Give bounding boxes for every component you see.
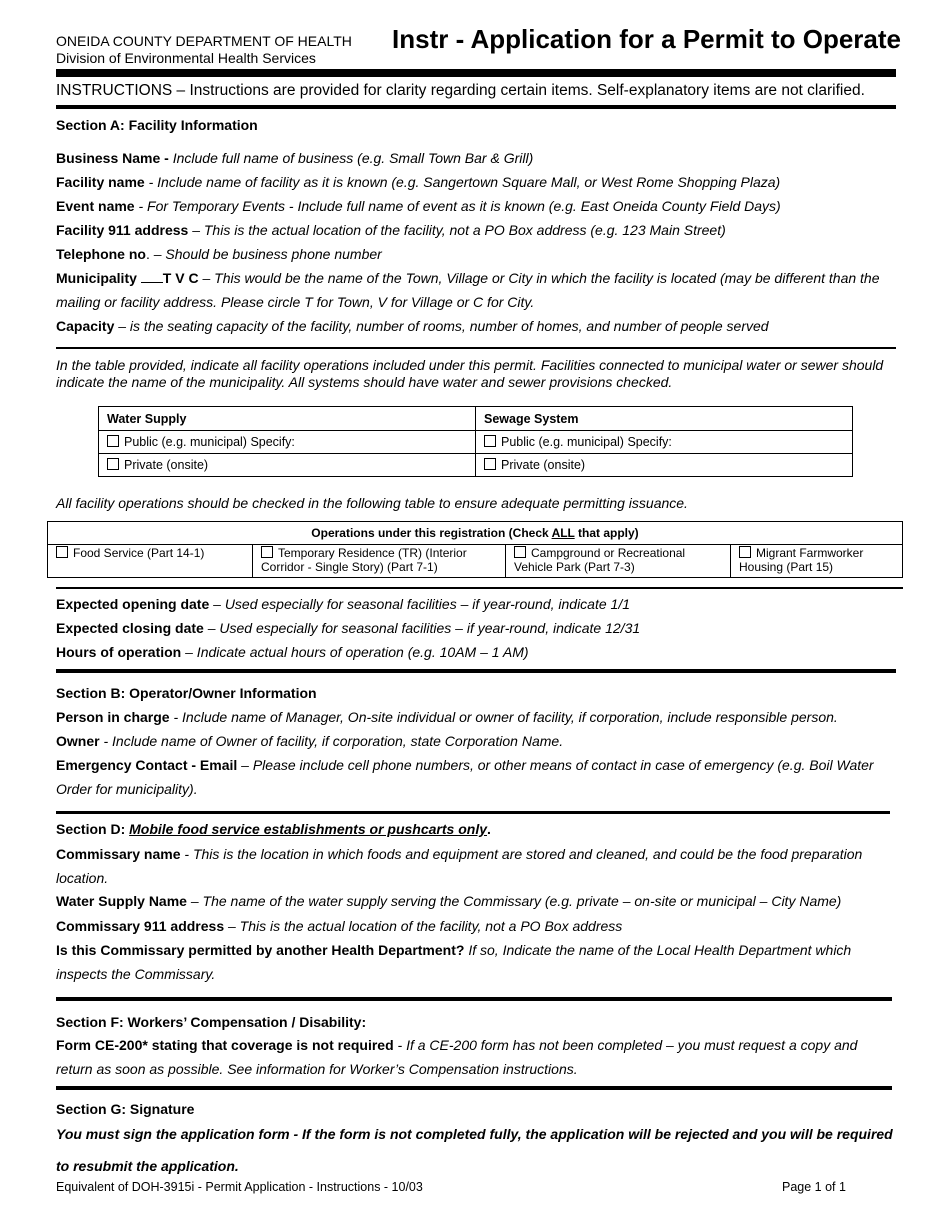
signature-text-2: to resubmit the application. xyxy=(56,1158,239,1174)
municipality-tvc: T V C xyxy=(162,270,199,286)
checkbox[interactable] xyxy=(107,458,119,470)
commissary-911-label: Commissary 911 address xyxy=(56,918,225,934)
event-name-text: - For Temporary Events - Include full name of event as it is known (e.g. East Oneida County Field Days) xyxy=(138,198,781,214)
facility-name-text: - Include name of facility as it is known (e.g. Sangertown Square Mall, or West Rome Shopping Plaza) xyxy=(148,174,781,190)
business-name-text: Include full name of business (e.g. Small Town Bar & Grill) xyxy=(172,150,534,166)
facility-911-line xyxy=(56,222,726,238)
section-a-divider xyxy=(56,347,896,349)
closing-date-text: – Used especially for seasonal facilities – if year-round, indicate 12/31 xyxy=(207,620,641,636)
event-name-label: Event name xyxy=(56,198,135,214)
section-a-heading: Section A: Facility Information xyxy=(56,117,258,133)
municipality-blank xyxy=(141,270,163,283)
operations-divider xyxy=(56,587,903,589)
sewage-private-cell[interactable]: Private (onsite) xyxy=(476,454,853,477)
closing-date-label: Expected closing date xyxy=(56,620,204,636)
commissary-911-line xyxy=(56,918,622,934)
commissary-permitted-text-1: If so, Indicate the name of the Local Health Department which xyxy=(468,942,852,958)
commissary-name-line xyxy=(56,846,862,862)
owner-text: - Include name of Owner of facility, if corporation, state Corporation Name. xyxy=(103,733,564,749)
section-b-heading: Section B: Operator/Owner Information xyxy=(56,685,317,701)
checkbox[interactable] xyxy=(739,546,751,558)
water-supply-header: Water Supply xyxy=(99,407,476,431)
commissary-name-text-2: location. xyxy=(56,870,109,886)
person-in-charge-line xyxy=(56,709,838,725)
footer-form-id: Equivalent of DOH-3915i - Permit Application - Instructions - 10/03 xyxy=(56,1180,423,1194)
table-note: In the table provided, indicate all facility operations included under this permit. Facilities connected to municipal water or sewer should indicate the name of the municipality. All systems should have water and sewer provisions checked. xyxy=(56,357,884,390)
section-b-divider-top xyxy=(56,669,896,673)
municipality-line xyxy=(56,270,880,286)
water-supply-name-text: – The name of the water supply serving the Commissary (e.g. private – on-site or municipal – City Name) xyxy=(190,893,842,909)
facility-name-line xyxy=(56,174,780,190)
checkbox[interactable] xyxy=(514,546,526,558)
agency-division: Division of Environmental Health Services xyxy=(56,50,316,66)
person-in-charge-label: Person in charge xyxy=(56,709,170,725)
event-name-line xyxy=(56,198,781,214)
water-public-cell[interactable]: Public (e.g. municipal) Specify: xyxy=(99,431,476,454)
telephone-text: – Should be business phone number xyxy=(153,246,382,262)
hours-text: – Indicate actual hours of operation (e.g. 10AM – 1 AM) xyxy=(185,644,529,660)
capacity-label: Capacity xyxy=(56,318,115,334)
table-row xyxy=(99,454,853,477)
operations-header: Operations under this registration (Check ALL that apply) xyxy=(48,522,903,545)
commissary-permitted-label: Is this Commissary permitted by another Health Department? xyxy=(56,942,465,958)
signature-text-1: You must sign the application form - If the form is not completed fully, the application will be rejected and you will be required xyxy=(56,1126,893,1142)
person-in-charge-text: - Include name of Manager, On-site individual or owner of facility, if corporation, include responsible person. xyxy=(173,709,838,725)
ce200-text-1: - If a CE-200 form has not been completed – you must request a copy and xyxy=(397,1037,858,1053)
commissary-911-text: – This is the actual location of the facility, not a PO Box address xyxy=(228,918,623,934)
municipality-text-2: mailing or facility address. Please circle T for Town, V for Village or C for City. xyxy=(56,294,535,310)
closing-date-line xyxy=(56,620,640,636)
owner-label: Owner xyxy=(56,733,100,749)
instructions-heading: INSTRUCTIONS – Instructions are provided for clarity regarding certain items. Self-explanatory items are not clarified. xyxy=(56,82,865,99)
commissary-name-label: Commissary name xyxy=(56,846,181,862)
facility-911-label: Facility 911 address xyxy=(56,222,189,238)
op-food-service[interactable]: Food Service (Part 14-1) xyxy=(48,545,253,578)
section-d-divider-top xyxy=(56,811,890,814)
ce200-text-2: return as soon as possible. See information for Worker’s Compensation instructions. xyxy=(56,1061,578,1077)
water-private-cell[interactable]: Private (onsite) xyxy=(99,454,476,477)
facility-911-text: – This is the actual location of the facility, not a PO Box address (e.g. 123 Main Street) xyxy=(192,222,726,238)
emergency-text-1: – Please include cell phone numbers, or other means of contact in case of emergency (e.g. Boil Water xyxy=(241,757,874,773)
checkbox[interactable] xyxy=(484,458,496,470)
emergency-line xyxy=(56,757,874,773)
ce200-label: Form CE-200* stating that coverage is not required xyxy=(56,1037,394,1053)
hours-line xyxy=(56,644,529,660)
op-temporary-residence[interactable]: Temporary Residence (TR) (Interior Corridor - Single Story) (Part 7-1) xyxy=(253,545,506,578)
capacity-line xyxy=(56,318,769,334)
section-d-heading: Section D: Mobile food service establishments or pushcarts only. xyxy=(56,821,491,837)
checkbox[interactable] xyxy=(261,546,273,558)
op-migrant-housing[interactable]: Migrant Farmworker Housing (Part 15) xyxy=(731,545,903,578)
instructions-divider xyxy=(56,105,896,109)
header-divider xyxy=(56,69,896,77)
hours-label: Hours of operation xyxy=(56,644,182,660)
agency-name: ONEIDA COUNTY DEPARTMENT OF HEALTH xyxy=(56,33,352,49)
op-campground[interactable]: Campground or Recreational Vehicle Park (Part 7-3) xyxy=(506,545,731,578)
opening-date-text: – Used especially for seasonal facilities – if year-round, indicate 1/1 xyxy=(213,596,630,612)
commissary-name-text-1: - This is the location in which foods and equipment are stored and cleaned, and could be the food preparation xyxy=(184,846,863,862)
footer-page-number: Page 1 of 1 xyxy=(782,1180,846,1194)
checkbox[interactable] xyxy=(484,435,496,447)
water-supply-name-label: Water Supply Name xyxy=(56,893,187,909)
checkbox[interactable] xyxy=(56,546,68,558)
section-g-heading: Section G: Signature xyxy=(56,1101,195,1117)
opening-date-label: Expected opening date xyxy=(56,596,210,612)
commissary-permitted-text-2: inspects the Commissary. xyxy=(56,966,216,982)
operations-note: All facility operations should be checked in the following table to ensure adequate permitting issuance. xyxy=(56,495,688,511)
owner-line xyxy=(56,733,563,749)
municipality-label: Municipality xyxy=(56,270,137,286)
checkbox[interactable] xyxy=(107,435,119,447)
telephone-line: Telephone no. – Should be business phone number xyxy=(56,246,382,262)
agency-block xyxy=(56,33,352,67)
emergency-label: Emergency Contact - Email xyxy=(56,757,238,773)
emergency-text-2: Order for municipality). xyxy=(56,781,198,797)
sewage-system-header: Sewage System xyxy=(476,407,853,431)
table-row xyxy=(99,431,853,454)
municipality-text-1: – This would be the name of the Town, Village or City in which the facility is located (may be different than the xyxy=(202,270,880,286)
business-name-line xyxy=(56,150,533,166)
commissary-permitted-line xyxy=(56,942,851,958)
capacity-text: – is the seating capacity of the facility, number of rooms, number of homes, and number of people served xyxy=(118,318,769,334)
water-supply-name-line xyxy=(56,893,841,909)
page-title: Instr - Application for a Permit to Operate xyxy=(392,24,901,54)
section-f-heading: Section F: Workers’ Compensation / Disability: xyxy=(56,1014,367,1030)
telephone-label: Telephone no xyxy=(56,246,146,262)
facility-name-label: Facility name xyxy=(56,174,145,190)
opening-date-line xyxy=(56,596,630,612)
operations-table xyxy=(47,521,903,578)
section-g-divider-top xyxy=(56,1086,892,1090)
sewage-public-cell[interactable]: Public (e.g. municipal) Specify: xyxy=(476,431,853,454)
business-name-label: Business Name - xyxy=(56,150,169,166)
water-sewage-table xyxy=(98,406,853,477)
ce200-line xyxy=(56,1037,857,1053)
section-f-divider-top xyxy=(56,997,892,1001)
